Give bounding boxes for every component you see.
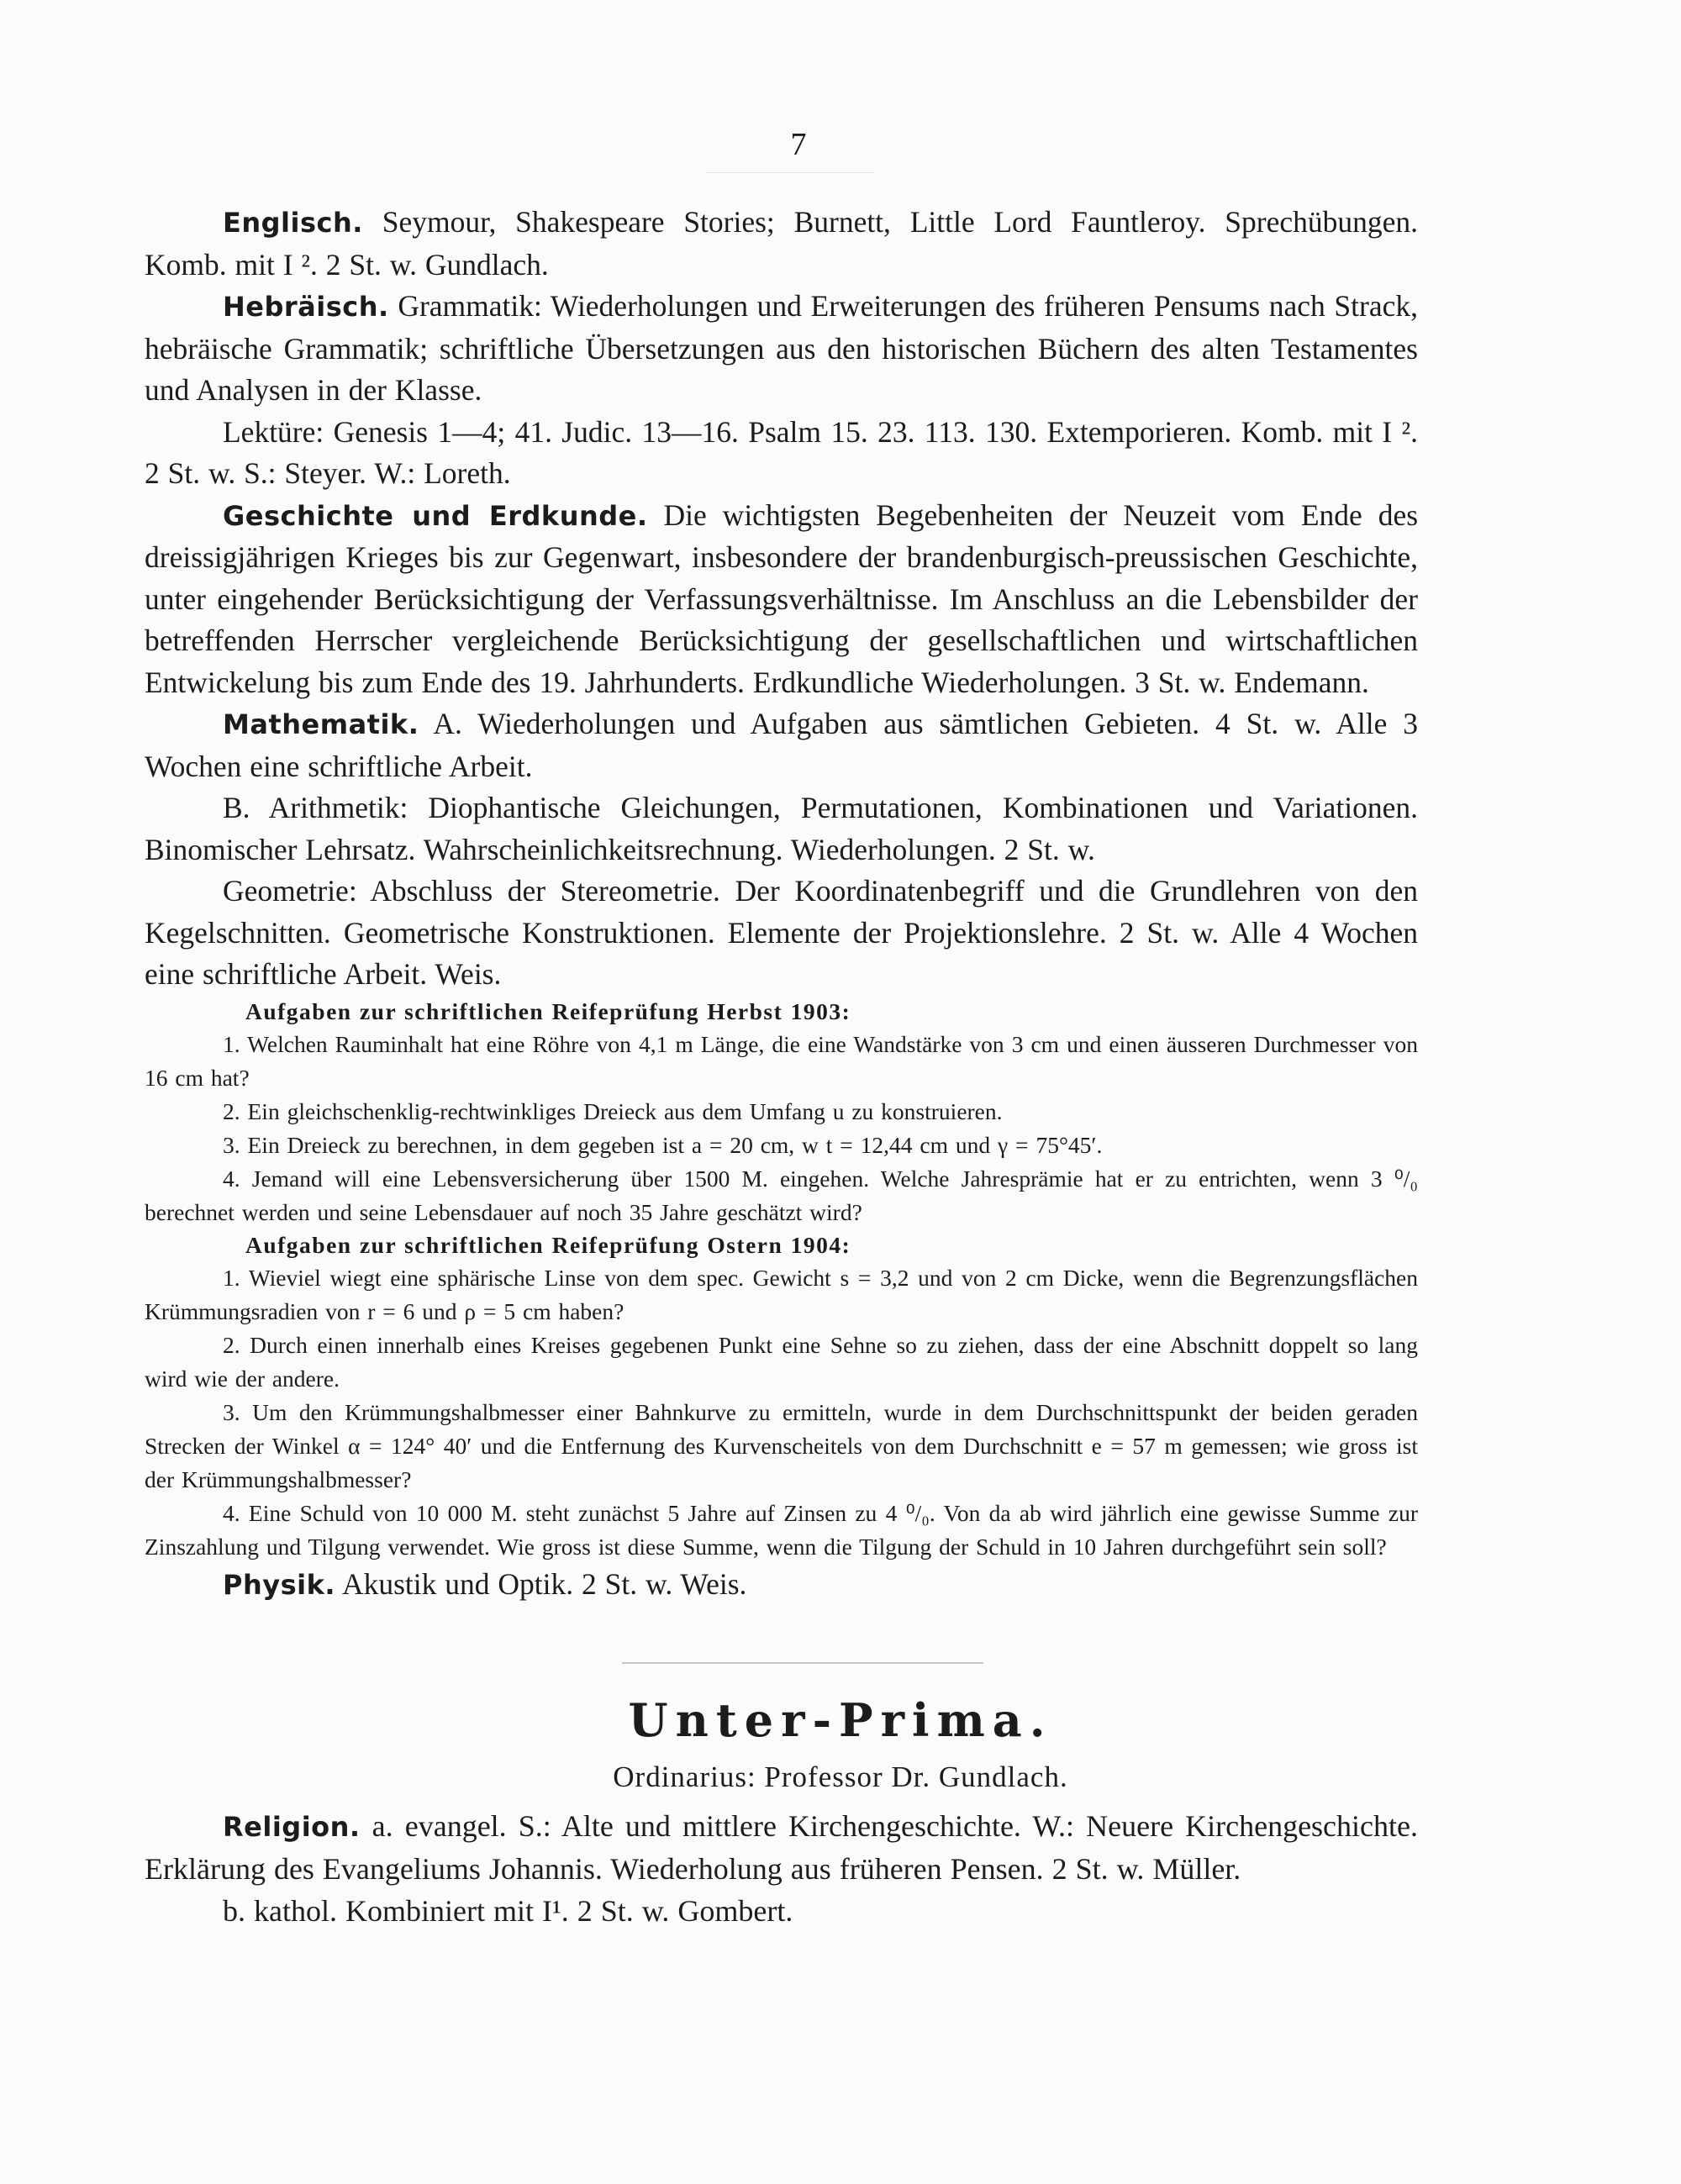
subheading-herbst-1903: Aufgaben zur schriftlichen Reifeprüfung Herbst 1903: [245,997,851,1024]
section-ordinarius: Ordinarius: Professor Dr. Gundlach. [613,1760,1068,1793]
task-herbst-3: 3. Ein Dreieck zu berechnen, in dem gegeben ist a = 20 cm, w t = 12,44 cm und γ = 75°45′. [223,1131,1103,1158]
task-ostern-2: 2. Durch einen innerhalb eines Kreises gegebenen Punkt eine Sehne so zu ziehen, dass der eine Abschnitt doppelt so lang wird wie der andere. [145,1331,1418,1392]
text-hebraeisch: Grammatik: Wiederholungen und Erweiterungen des früheren Pensums nach Strack, hebräische Grammatik; schriftliche Übersetzungen aus den historischen Büchern des alten Testamentes und Analysen in der Klasse. [145,289,1419,407]
heading-physik: Physik. [223,1568,336,1601]
paragraph-religion-b: b. kathol. Kombiniert mit I¹. 2 St. w. Gombert. [223,1894,793,1928]
paragraph-mathematik-b: B. Arithmetik: Diophantische Gleichungen, Permutationen, Kombinationen und Variationen. Binomischer Lehrsatz. Wahrscheinlichkeitsrechnung. Wiederholungen. 2 St. w. [145,791,1418,866]
oberprima-section [145,202,1418,1606]
task-ostern-1: 1. Wieviel wiegt eine sphärische Linse von dem spec. Gewicht s = 3,2 und von 2 cm Dicke, wenn die Begrenzungsflächen Krümmungsradien von r = 6 und ρ = 5 cm haben? [145,1264,1418,1324]
paragraph-hebraeisch-lektuere: Lektüre: Genesis 1—4; 41. Judic. 13—16. Psalm 15. 23. 113. 130. Extemporieren. Komb. mit I ². 2 St. w. S.: Steyer. W.: Loreth. [145,414,1418,490]
section-divider [622,1662,983,1664]
subheading-ostern-1904: Aufgaben zur schriftlichen Reifeprüfung Ostern 1904: [245,1231,851,1258]
paragraph-physik [145,1564,1418,1607]
task-ostern-3: 3. Um den Krümmungshalbmesser einer Bahnkurve zu ermitteln, wurde in dem Durchschnittspunkt der beiden geraden Strecken der Winkel α = 124° 40′ und die Entfernung des Kurvenscheitels von dem Durchschnitt e = 57 m gemessen; wie gross ist der Krümmungshalbmesser? [145,1398,1418,1492]
section-title-unterprima: Unter-Prima. [628,1693,1053,1747]
text-englisch: Seymour, Shakespeare Stories; Burnett, Little Lord Fauntleroy. Sprechübungen. Komb. mit I ². 2 St. w. Gundlach. [145,205,1419,282]
paragraph-geschichte [145,495,1418,704]
unterprima-section [145,1805,1418,1932]
task-herbst-4: 4. Jemand will eine Lebensversicherung über 1500 M. eingehen. Welche Jahresprämie hat er zu entrichten, wenn 3 ⁰/₀ berechnet werden und seine Lebensdauer auf noch 35 Jahre geschätzt wird? [145,1165,1418,1225]
heading-englisch: Englisch. [223,207,363,239]
paragraph-religion-a [145,1805,1418,1890]
paragraph-mathematik-a [145,703,1418,787]
text-religion-a: a. evangel. S.: Alte und mittlere Kirchengeschichte. W.: Neuere Kirchengeschichte. Erklärung des Evangeliums Johannis. Wiederholung aus früheren Pensen. 2 St. w. Müller. [145,1809,1418,1886]
text-geschichte: Die wichtigsten Begebenheiten der Neuzeit vom Ende des dreissigjährigen Krieges bis zur Gegenwart, insbesondere der brandenburgisch-preussischen Geschichte, unter eingehender Berücksichtigung der Verfassungsverhältnisse. Im Anschluss an die Lebensbilder der betreffenden Herrscher vergleichende Berücksichtigung der gesellschaftlichen und wirtschaftlichen Entwickelung bis zum Ende des 19. Jahrhunderts. Erdkundliche Wiederholungen. 3 St. w. Endemann. [145,497,1419,699]
heading-mathematik: Mathematik. [223,708,419,740]
heading-hebraeisch: Hebräisch. [223,291,389,323]
task-herbst-1: 1. Welchen Rauminhalt hat eine Röhre von 4,1 m Länge, die eine Wandstärke von 3 cm und einen äusseren Durchmesser von 16 cm hat? [145,1030,1418,1091]
paragraph-englisch [145,202,1418,286]
text-physik: Akustik und Optik. 2 St. w. Weis. [341,1566,747,1601]
paragraph-hebraeisch [145,286,1418,412]
heading-religion: Religion. [223,1811,361,1843]
header-divider [706,172,874,173]
page-number: 7 [790,127,807,162]
task-herbst-2: 2. Ein gleichschenklig-rechtwinkliges Dreieck aus dem Umfang u zu konstruieren. [223,1097,1003,1124]
task-ostern-4: 4. Eine Schuld von 10 000 M. steht zunächst 5 Jahre auf Zinsen zu 4 ⁰/₀. Von da ab wird jährlich eine gewisse Summe zur Zinszahlung und Tilgung verwendet. Wie gross ist diese Summe, wenn die Tilgung der Schuld in 10 Jahren durchgeführt sein soll? [145,1499,1418,1560]
heading-geschichte: Geschichte und Erdkunde. [223,499,648,532]
text-mathematik-a: A. Wiederholungen und Aufgaben aus sämtlichen Gebieten. 4 St. w. Alle 3 Wochen eine schriftliche Arbeit. [145,707,1418,783]
paragraph-geometrie: Geometrie: Abschluss der Stereometrie. Der Koordinatenbegriff und die Grundlehren von den Kegelschnitten. Geometrische Konstruktionen. Elemente der Projektionslehre. 2 St. w. Alle 4 Wochen eine schriftliche Arbeit. Weis. [145,874,1418,991]
